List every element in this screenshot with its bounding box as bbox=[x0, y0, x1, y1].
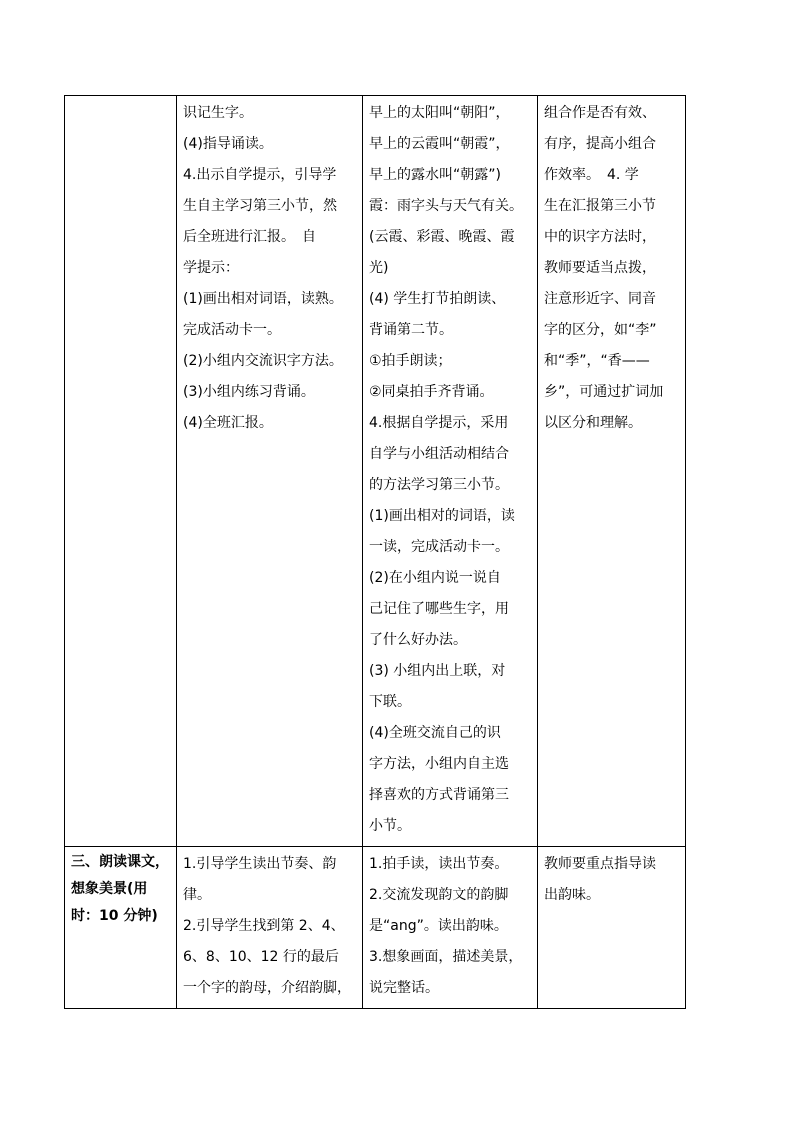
text-line: 早上的云霞叫“朝霞”， bbox=[369, 136, 510, 152]
text-line: 中的识字方法时， bbox=[544, 229, 656, 245]
text-line: (2)在小组内说一说自 bbox=[369, 570, 501, 586]
text-line: 字的区分，如“李” bbox=[544, 322, 657, 338]
text-line: (4) 学生打节拍朗读、 bbox=[369, 291, 506, 307]
text-line: 有序，提高小组合 bbox=[544, 136, 656, 152]
text-line: 说完整话。 bbox=[369, 980, 439, 996]
text-line: ①拍手朗读； bbox=[369, 353, 452, 369]
student-activity-cell bbox=[363, 847, 538, 1009]
text-line: 后全班进行汇报。 自 bbox=[183, 229, 316, 245]
text-line: 作效率。 4. 学 bbox=[544, 167, 639, 183]
text-line: 1.拍手读，读出节奏。 bbox=[369, 856, 509, 872]
text-line: 是“ang”。读出韵味。 bbox=[369, 918, 508, 934]
text-line: 教师要适当点拨， bbox=[544, 260, 656, 276]
text-line: ②同桌拍手齐背诵。 bbox=[369, 384, 494, 400]
text-line: 组合作是否有效、 bbox=[544, 105, 656, 121]
text-line: 教师要重点指导读 bbox=[544, 856, 656, 872]
text-line: (3) 小组内出上联，对 bbox=[369, 663, 506, 679]
text-line: 生自主学习第三小节，然 bbox=[183, 198, 337, 214]
text-line: 3.想象画面，描述美景， bbox=[369, 949, 523, 965]
text-line: 自学与小组活动相结合 bbox=[369, 446, 509, 462]
text-line: 的方法学习第三小节。 bbox=[369, 477, 509, 493]
text-line: (4)指导诵读。 bbox=[183, 136, 273, 152]
student-activity-cell bbox=[363, 96, 538, 847]
text-line: 小节。 bbox=[369, 818, 411, 834]
stage-cell bbox=[65, 847, 177, 1009]
text-line: 4.根据自学提示，采用 bbox=[369, 415, 509, 431]
stage-title-line: 三、朗读课文， bbox=[71, 854, 169, 870]
teacher-activity-cell bbox=[177, 847, 363, 1009]
text-line: 4.出示自学提示，引导学 bbox=[183, 167, 337, 183]
text-line: 以区分和理解。 bbox=[544, 415, 642, 431]
text-line: (4)全班交流自己的识 bbox=[369, 725, 501, 741]
text-line: 下联。 bbox=[369, 694, 411, 710]
table-row bbox=[65, 847, 686, 1009]
design-note-cell bbox=[538, 847, 686, 1009]
text-line: 光) bbox=[369, 260, 389, 276]
stage-title-line: 想象美景(用 bbox=[71, 881, 148, 897]
text-line: 注意形近字、同音 bbox=[544, 291, 656, 307]
text-line: 识记生字。 bbox=[183, 105, 253, 121]
text-line: (2)小组内交流识字方法。 bbox=[183, 353, 343, 369]
text-line: 早上的露水叫“朝露”) bbox=[369, 167, 501, 183]
text-line: 2.引导学生找到第 2、4、 bbox=[183, 918, 345, 934]
design-note-cell bbox=[538, 96, 686, 847]
text-line: 生在汇报第三小节 bbox=[544, 198, 656, 214]
text-line: 一个字的韵母，介绍韵脚， bbox=[183, 980, 351, 996]
text-line: 出韵味。 bbox=[544, 887, 600, 903]
text-line: 了什么好办法。 bbox=[369, 632, 467, 648]
text-line: (云霞、彩霞、晚霞、霞 bbox=[369, 229, 515, 245]
text-line: 乡”，可通过扩词加 bbox=[544, 384, 664, 400]
text-line: 背诵第二节。 bbox=[369, 322, 453, 338]
stage-cell bbox=[65, 96, 177, 847]
text-line: (4)全班汇报。 bbox=[183, 415, 273, 431]
text-line: (3)小组内练习背诵。 bbox=[183, 384, 315, 400]
text-line: 2.交流发现韵文的韵脚 bbox=[369, 887, 509, 903]
text-line: (1)画出相对词语，读熟。 bbox=[183, 291, 343, 307]
text-line: 一读，完成活动卡一。 bbox=[369, 539, 509, 555]
text-line: 学提示： bbox=[183, 260, 239, 276]
text-line: 和“季”，“香—— bbox=[544, 353, 650, 369]
lesson-plan-table bbox=[64, 95, 686, 1009]
text-line: 字方法，小组内自主选 bbox=[369, 756, 509, 772]
text-line: 择喜欢的方式背诵第三 bbox=[369, 787, 509, 803]
text-line: 早上的太阳叫“朝阳”， bbox=[369, 105, 510, 121]
text-line: 完成活动卡一。 bbox=[183, 322, 281, 338]
text-line: 己记住了哪些生字，用 bbox=[369, 601, 509, 617]
text-line: 律。 bbox=[183, 887, 211, 903]
text-line: (1)画出相对的词语，读 bbox=[369, 508, 515, 524]
stage-title-line: 时：10 分钟) bbox=[71, 908, 158, 924]
table-row bbox=[65, 96, 686, 847]
text-line: 6、8、10、12 行的最后 bbox=[183, 949, 339, 965]
text-line: 霞：雨字头与天气有关。 bbox=[369, 198, 523, 214]
teacher-activity-cell bbox=[177, 96, 363, 847]
text-line: 1.引导学生读出节奏、韵 bbox=[183, 856, 337, 872]
